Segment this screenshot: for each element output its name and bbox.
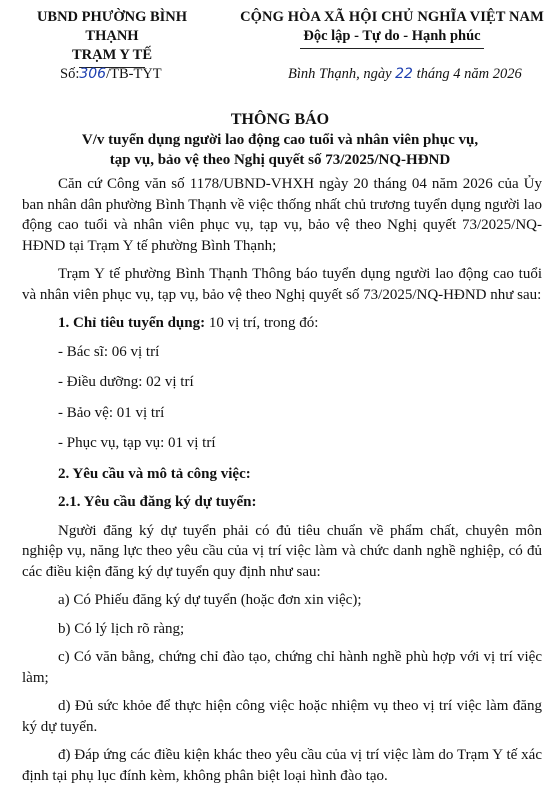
national-title-block bbox=[232, 8, 552, 49]
quota-item: - Điều dưỡng: 02 vị trí bbox=[58, 374, 194, 390]
document-meta bbox=[0, 66, 560, 86]
requirement-item: d) Đủ sức khỏe để thực hiện công việc hoặc nhiệm vụ theo vị trí việc làm đăng ký dự tuyển. bbox=[22, 698, 542, 735]
section-1-count: 10 vị trí, trong đó: bbox=[205, 315, 319, 331]
quota-item: - Bảo vệ: 01 vị trí bbox=[58, 404, 165, 421]
document-subject-line-2: tạp vụ, bảo vệ theo Nghị quyết số 73/2025/NQ-HĐND bbox=[109, 152, 451, 168]
document-number bbox=[60, 66, 162, 83]
paragraph-legal-basis: Căn cứ Công văn số 1178/UBND-VHXH ngày 20 tháng 04 năm 2026 của Ủy ban nhân dân phường Bình Thạnh về việc thống nhất chủ trương tuyển dụng người lao động cao tuổi và nhân viên phục vụ, tạp vụ, bảo vệ theo Nghị quyết 73/2025/NQ-HĐND tại Trạm Y tế phường Bình Thạnh; bbox=[22, 176, 542, 254]
requirement-item: a) Có Phiếu đăng ký dự tuyển (hoặc đơn xin việc); bbox=[58, 592, 362, 608]
org-name: UBND PHƯỜNG BÌNH THẠNH bbox=[36, 9, 188, 44]
handwritten-doc-number: 306 bbox=[79, 66, 107, 82]
motto-underline bbox=[300, 48, 484, 49]
requirement-item: b) Có lý lịch rõ ràng; bbox=[58, 620, 185, 637]
section-2-heading: 2. Yêu cầu và mô tả công việc: bbox=[58, 465, 251, 482]
requirement-item: c) Có văn bằng, chứng chỉ đào tạo, chứng chỉ hành nghề phù hợp với vị trí việc làm; bbox=[22, 649, 542, 686]
document-title: THÔNG BÁO bbox=[230, 111, 330, 128]
section-2-1-heading: 2.1. Yêu cầu đăng ký dự tuyển: bbox=[58, 494, 257, 510]
handwritten-day: 22 bbox=[395, 66, 413, 82]
requirement-item: đ) Đáp ứng các điều kiện khác theo yêu cầu của vị trí việc làm do Trạm Y tế xác định tại phụ lục đính kèm, không phân biệt loại hình đào tạo. bbox=[22, 747, 542, 784]
section-1-title: 1. Chỉ tiêu tuyển dụng: bbox=[58, 315, 206, 331]
document-title-block bbox=[0, 110, 560, 170]
issuing-agency-block bbox=[12, 8, 212, 68]
date-suffix: tháng 4 năm 2026 bbox=[412, 66, 522, 82]
document-subject-line-1: V/v tuyển dụng người lao động cao tuổi và nhân viên phục vụ, bbox=[81, 132, 479, 148]
document-body bbox=[22, 174, 542, 794]
paragraph-announcement: Trạm Y tế phường Bình Thạnh Thông báo tuyển dụng người lao động cao tuổi và nhân viên phục vụ, tạp vụ, bảo vệ theo Nghị quyết số 73/2025/NQ-HĐND như sau: bbox=[22, 266, 542, 303]
document-header bbox=[0, 8, 560, 62]
paragraph-requirements-intro: Người đăng ký dự tuyển phải có đủ tiêu chuẩn về phẩm chất, chuyên môn nghiệp vụ, năng lực theo yêu cầu của vị trí việc làm và chức danh nghề nghiệp, có đủ các điều kiện đăng ký dự tuyển quy định như sau: bbox=[22, 522, 542, 580]
section-1-heading bbox=[58, 313, 542, 334]
doc-number-prefix: Số: bbox=[60, 66, 80, 82]
unit-name: TRẠM Y TẾ bbox=[71, 47, 153, 63]
quota-item: - Phục vụ, tạp vụ: 01 vị trí bbox=[58, 435, 216, 451]
nation-name: CỘNG HÒA XÃ HỘI CHỦ NGHĨA VIỆT NAM bbox=[240, 9, 544, 25]
place-prefix: Bình Thạnh, ngày bbox=[288, 66, 396, 82]
quota-item: - Bác sĩ: 06 vị trí bbox=[58, 343, 160, 360]
place-and-date bbox=[288, 66, 522, 83]
national-motto: Độc lập - Tự do - Hạnh phúc bbox=[303, 28, 481, 44]
doc-number-suffix: /TB-TYT bbox=[106, 66, 162, 82]
